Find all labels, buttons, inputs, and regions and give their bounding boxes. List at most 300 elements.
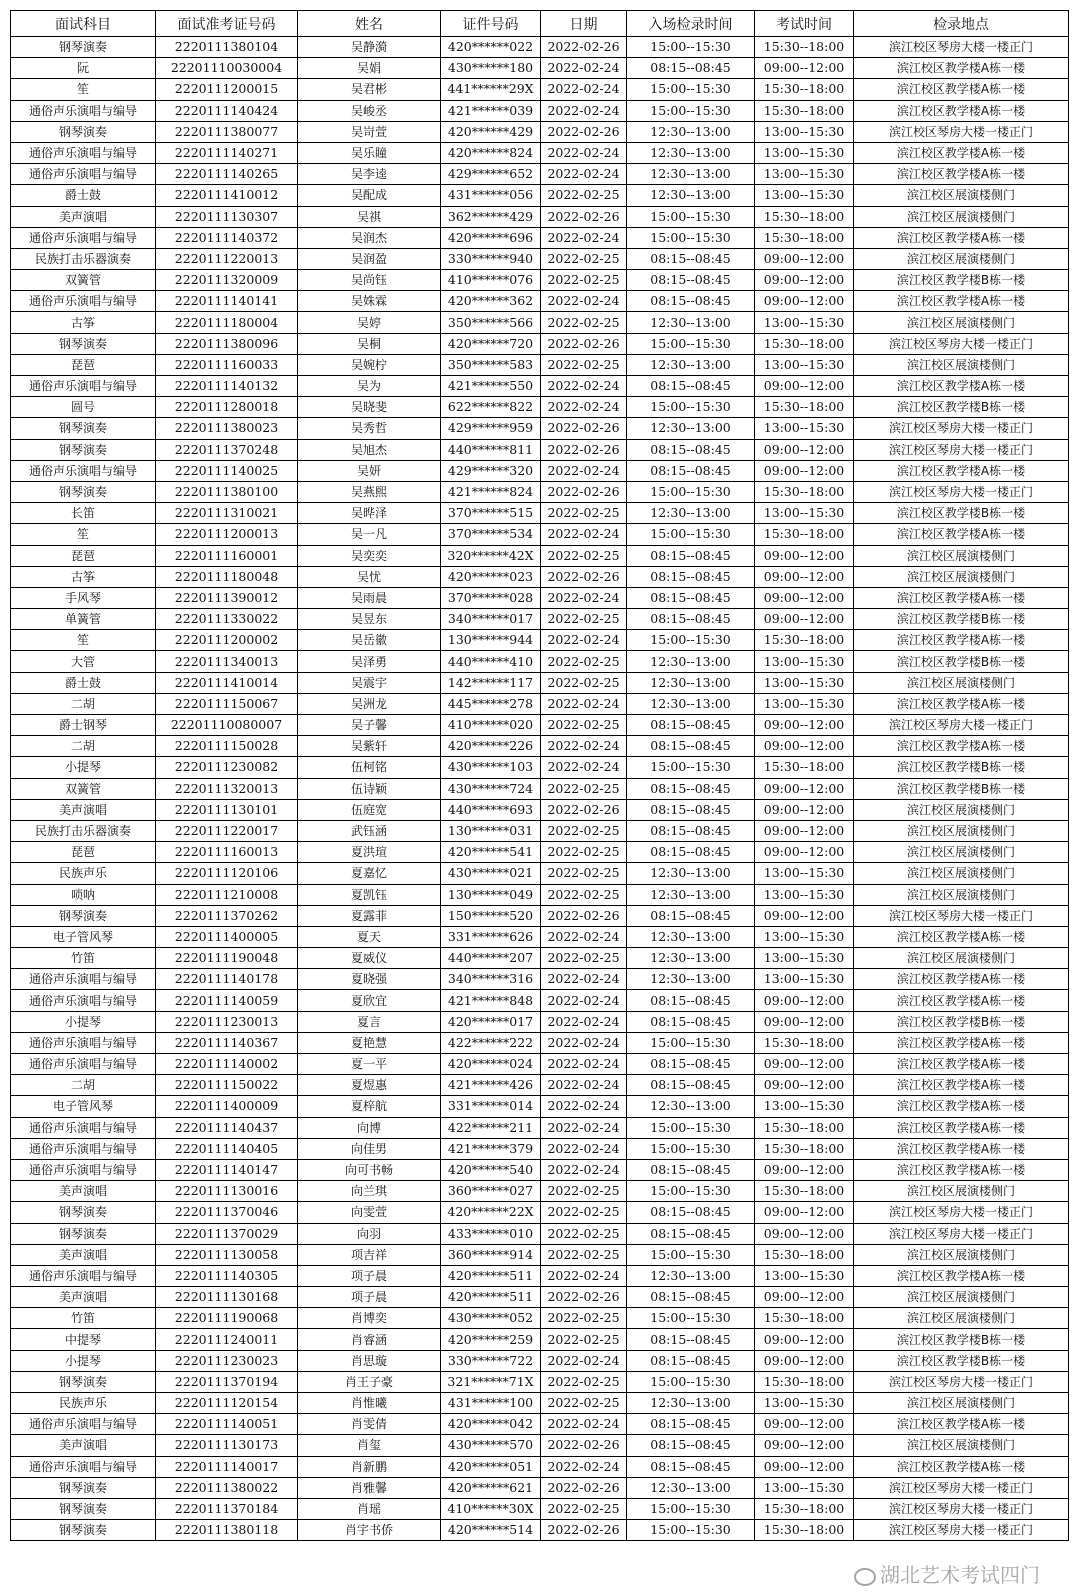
cell-subject: 民族打击乐器演奏 [11, 248, 156, 269]
cell-date: 2022-02-24 [541, 460, 627, 481]
cell-checkin-location: 滨江校区展演楼侧门 [854, 354, 1069, 375]
cell-ticket-number: 2220111120154 [156, 1393, 298, 1414]
cell-ticket-number: 2220111140437 [156, 1117, 298, 1138]
table-row [11, 1054, 1069, 1075]
table-row [11, 799, 1069, 820]
cell-exam-time: 13:00--15:30 [755, 926, 854, 947]
cell-date: 2022-02-24 [541, 142, 627, 163]
cell-name: 武钰涵 [298, 820, 441, 841]
exam-schedule-wrapper [10, 10, 1069, 1541]
cell-subject: 钢琴演奏 [11, 1202, 156, 1223]
cell-ticket-number: 2220111130173 [156, 1435, 298, 1456]
cell-date: 2022-02-24 [541, 524, 627, 545]
cell-exam-time: 13:00--15:30 [755, 863, 854, 884]
cell-subject: 民族声乐 [11, 863, 156, 884]
cell-subject: 钢琴演奏 [11, 905, 156, 926]
table-row [11, 1477, 1069, 1498]
cell-date: 2022-02-25 [541, 609, 627, 630]
cell-exam-time: 13:00--15:30 [755, 672, 854, 693]
table-row [11, 1181, 1069, 1202]
cell-exam-time: 15:30--18:00 [755, 630, 854, 651]
cell-subject: 钢琴演奏 [11, 1223, 156, 1244]
cell-ticket-number: 2220111140271 [156, 142, 298, 163]
table-row [11, 1265, 1069, 1286]
cell-checkin-time: 12:30--13:00 [627, 1096, 755, 1117]
cell-ticket-number: 2220111140178 [156, 969, 298, 990]
cell-date: 2022-02-26 [541, 566, 627, 587]
cell-id-number: 331******014 [441, 1096, 541, 1117]
cell-checkin-time: 08:15--08:45 [627, 799, 755, 820]
cell-ticket-number: 2220111380077 [156, 121, 298, 142]
cell-exam-time: 13:00--15:30 [755, 1096, 854, 1117]
table-row [11, 1202, 1069, 1223]
cell-exam-time: 15:30--18:00 [755, 481, 854, 502]
cell-date: 2022-02-24 [541, 376, 627, 397]
header-ticket-number: 面试准考证号码 [156, 11, 298, 37]
cell-checkin-time: 15:00--15:30 [627, 757, 755, 778]
cell-id-number: 420******226 [441, 736, 541, 757]
cell-checkin-location: 滨江校区教学楼B栋一楼 [854, 270, 1069, 291]
cell-exam-time: 15:30--18:00 [755, 1520, 854, 1541]
cell-id-number: 420******511 [441, 1265, 541, 1286]
cell-checkin-location: 滨江校区教学楼A栋一楼 [854, 1265, 1069, 1286]
cell-ticket-number: 2220111140051 [156, 1414, 298, 1435]
cell-subject: 古筝 [11, 566, 156, 587]
cell-checkin-time: 08:15--08:45 [627, 1414, 755, 1435]
cell-date: 2022-02-25 [541, 820, 627, 841]
cell-exam-time: 15:30--18:00 [755, 1117, 854, 1138]
cell-checkin-time: 08:15--08:45 [627, 566, 755, 587]
cell-name: 吴洲龙 [298, 693, 441, 714]
cell-id-number: 440******410 [441, 651, 541, 672]
cell-subject: 古筝 [11, 312, 156, 333]
cell-subject: 通俗声乐演唱与编导 [11, 164, 156, 185]
cell-subject: 钢琴演奏 [11, 1498, 156, 1519]
cell-subject: 笙 [11, 630, 156, 651]
cell-subject: 竹笛 [11, 1308, 156, 1329]
cell-checkin-time: 08:15--08:45 [627, 1287, 755, 1308]
cell-checkin-time: 12:30--13:00 [627, 884, 755, 905]
cell-checkin-time: 15:00--15:30 [627, 100, 755, 121]
cell-name: 吴尚钰 [298, 270, 441, 291]
cell-subject: 美声演唱 [11, 1287, 156, 1308]
cell-checkin-time: 08:15--08:45 [627, 376, 755, 397]
table-row [11, 100, 1069, 121]
cell-checkin-location: 滨江校区教学楼B栋一楼 [854, 651, 1069, 672]
cell-checkin-location: 滨江校区教学楼A栋一楼 [854, 693, 1069, 714]
cell-subject: 通俗声乐演唱与编导 [11, 1032, 156, 1053]
cell-name: 吴岢萱 [298, 121, 441, 142]
cell-subject: 小提琴 [11, 757, 156, 778]
cell-date: 2022-02-24 [541, 587, 627, 608]
table-row [11, 1456, 1069, 1477]
cell-date: 2022-02-25 [541, 863, 627, 884]
table-header [11, 11, 1069, 37]
cell-subject: 民族打击乐器演奏 [11, 820, 156, 841]
cell-checkin-location: 滨江校区展演楼侧门 [854, 672, 1069, 693]
cell-ticket-number: 2220111150067 [156, 693, 298, 714]
cell-date: 2022-02-25 [541, 651, 627, 672]
cell-checkin-location: 滨江校区教学楼A栋一楼 [854, 1054, 1069, 1075]
cell-subject: 阮 [11, 58, 156, 79]
cell-checkin-time: 08:15--08:45 [627, 587, 755, 608]
table-row [11, 503, 1069, 524]
table-row [11, 58, 1069, 79]
cell-date: 2022-02-24 [541, 757, 627, 778]
cell-id-number: 420******22X [441, 1202, 541, 1223]
cell-checkin-time: 12:30--13:00 [627, 185, 755, 206]
table-row [11, 757, 1069, 778]
cell-checkin-time: 15:00--15:30 [627, 1520, 755, 1541]
cell-date: 2022-02-25 [541, 1202, 627, 1223]
cell-name: 伍庭宽 [298, 799, 441, 820]
table-row [11, 460, 1069, 481]
cell-ticket-number: 2220111140141 [156, 291, 298, 312]
cell-date: 2022-02-24 [541, 1117, 627, 1138]
cell-ticket-number: 2220111200002 [156, 630, 298, 651]
cell-date: 2022-02-25 [541, 842, 627, 863]
cell-exam-time: 13:00--15:30 [755, 693, 854, 714]
cell-checkin-location: 滨江校区教学楼B栋一楼 [854, 503, 1069, 524]
cell-ticket-number: 2220111370046 [156, 1202, 298, 1223]
table-row [11, 990, 1069, 1011]
cell-exam-time: 09:00--12:00 [755, 1435, 854, 1456]
cell-name: 吴一凡 [298, 524, 441, 545]
cell-checkin-time: 15:00--15:30 [627, 481, 755, 502]
cell-subject: 二胡 [11, 736, 156, 757]
cell-exam-time: 09:00--12:00 [755, 1075, 854, 1096]
cell-name: 吴为 [298, 376, 441, 397]
cell-exam-time: 09:00--12:00 [755, 799, 854, 820]
table-row [11, 397, 1069, 418]
cell-date: 2022-02-24 [541, 397, 627, 418]
cell-date: 2022-02-25 [541, 1223, 627, 1244]
cell-date: 2022-02-26 [541, 1520, 627, 1541]
cell-name: 吴李逵 [298, 164, 441, 185]
cell-checkin-location: 滨江校区教学楼A栋一楼 [854, 376, 1069, 397]
table-row [11, 121, 1069, 142]
cell-exam-time: 15:30--18:00 [755, 79, 854, 100]
cell-checkin-location: 滨江校区教学楼A栋一楼 [854, 142, 1069, 163]
table-row [11, 1393, 1069, 1414]
cell-name: 吴妍 [298, 460, 441, 481]
cell-ticket-number: 22201110080007 [156, 715, 298, 736]
cell-exam-time: 13:00--15:30 [755, 354, 854, 375]
table-row [11, 481, 1069, 502]
cell-id-number: 360******027 [441, 1181, 541, 1202]
cell-date: 2022-02-24 [541, 100, 627, 121]
cell-ticket-number: 2220111130101 [156, 799, 298, 820]
wechat-icon [854, 1568, 876, 1586]
cell-checkin-location: 滨江校区展演楼侧门 [854, 820, 1069, 841]
header-row [11, 11, 1069, 37]
cell-name: 夏凯钰 [298, 884, 441, 905]
cell-name: 肖睿涵 [298, 1329, 441, 1350]
cell-exam-time: 15:30--18:00 [755, 1032, 854, 1053]
cell-checkin-time: 08:15--08:45 [627, 460, 755, 481]
cell-ticket-number: 2220111150028 [156, 736, 298, 757]
cell-id-number: 420******042 [441, 1414, 541, 1435]
cell-id-number: 370******534 [441, 524, 541, 545]
cell-checkin-time: 15:00--15:30 [627, 37, 755, 58]
cell-date: 2022-02-24 [541, 79, 627, 100]
cell-name: 夏洪瑄 [298, 842, 441, 863]
cell-subject: 大管 [11, 651, 156, 672]
table-row [11, 164, 1069, 185]
cell-ticket-number: 2220111180048 [156, 566, 298, 587]
table-row [11, 693, 1069, 714]
cell-date: 2022-02-25 [541, 1498, 627, 1519]
header-subject: 面试科目 [11, 11, 156, 37]
cell-date: 2022-02-24 [541, 1265, 627, 1286]
cell-subject: 钢琴演奏 [11, 37, 156, 58]
cell-subject: 电子管风琴 [11, 1096, 156, 1117]
cell-checkin-location: 滨江校区琴房大楼一楼正门 [854, 121, 1069, 142]
cell-name: 肖博奕 [298, 1308, 441, 1329]
cell-ticket-number: 2220111130307 [156, 206, 298, 227]
cell-exam-time: 09:00--12:00 [755, 439, 854, 460]
cell-date: 2022-02-24 [541, 1096, 627, 1117]
watermark-text: 湖北艺术考试四门 [880, 1563, 1040, 1587]
cell-checkin-time: 08:15--08:45 [627, 1350, 755, 1371]
cell-checkin-time: 12:30--13:00 [627, 1393, 755, 1414]
cell-ticket-number: 2220111120106 [156, 863, 298, 884]
cell-date: 2022-02-24 [541, 693, 627, 714]
cell-exam-time: 15:30--18:00 [755, 524, 854, 545]
cell-ticket-number: 2220111140132 [156, 376, 298, 397]
cell-name: 吴娟 [298, 58, 441, 79]
cell-checkin-location: 滨江校区展演楼侧门 [854, 312, 1069, 333]
cell-date: 2022-02-24 [541, 1032, 627, 1053]
cell-checkin-location: 滨江校区教学楼B栋一楼 [854, 609, 1069, 630]
cell-id-number: 360******914 [441, 1244, 541, 1265]
cell-name: 向兰琪 [298, 1181, 441, 1202]
cell-exam-time: 09:00--12:00 [755, 778, 854, 799]
cell-checkin-time: 08:15--08:45 [627, 1054, 755, 1075]
cell-subject: 通俗声乐演唱与编导 [11, 1456, 156, 1477]
cell-id-number: 370******028 [441, 587, 541, 608]
cell-date: 2022-02-24 [541, 1159, 627, 1180]
table-row [11, 1244, 1069, 1265]
cell-name: 吴君彬 [298, 79, 441, 100]
cell-subject: 爵士鼓 [11, 185, 156, 206]
cell-date: 2022-02-25 [541, 778, 627, 799]
cell-id-number: 350******583 [441, 354, 541, 375]
table-row [11, 248, 1069, 269]
cell-checkin-location: 滨江校区教学楼A栋一楼 [854, 1138, 1069, 1159]
cell-checkin-location: 滨江校区教学楼B栋一楼 [854, 1329, 1069, 1350]
cell-subject: 二胡 [11, 693, 156, 714]
cell-name: 向博 [298, 1117, 441, 1138]
cell-subject: 通俗声乐演唱与编导 [11, 990, 156, 1011]
cell-name: 吴晓斐 [298, 397, 441, 418]
cell-checkin-time: 08:15--08:45 [627, 1435, 755, 1456]
cell-name: 向可书畅 [298, 1159, 441, 1180]
cell-exam-time: 13:00--15:30 [755, 185, 854, 206]
cell-id-number: 350******566 [441, 312, 541, 333]
table-row [11, 206, 1069, 227]
cell-exam-time: 13:00--15:30 [755, 1265, 854, 1286]
cell-ticket-number: 2220111130168 [156, 1287, 298, 1308]
cell-ticket-number: 2220111370029 [156, 1223, 298, 1244]
cell-subject: 钢琴演奏 [11, 1520, 156, 1541]
cell-checkin-location: 滨江校区教学楼B栋一楼 [854, 1350, 1069, 1371]
cell-exam-time: 09:00--12:00 [755, 1011, 854, 1032]
cell-ticket-number: 2220111370262 [156, 905, 298, 926]
cell-exam-time: 09:00--12:00 [755, 1414, 854, 1435]
cell-subject: 钢琴演奏 [11, 333, 156, 354]
cell-subject: 钢琴演奏 [11, 418, 156, 439]
table-row [11, 1096, 1069, 1117]
table-row [11, 1032, 1069, 1053]
cell-checkin-time: 15:00--15:30 [627, 524, 755, 545]
cell-checkin-location: 滨江校区琴房大楼一楼正门 [854, 418, 1069, 439]
header-checkin-location: 检录地点 [854, 11, 1069, 37]
cell-exam-time: 09:00--12:00 [755, 1329, 854, 1350]
cell-id-number: 420******824 [441, 142, 541, 163]
cell-date: 2022-02-25 [541, 1329, 627, 1350]
table-row [11, 312, 1069, 333]
cell-checkin-location: 滨江校区展演楼侧门 [854, 948, 1069, 969]
cell-id-number: 420******259 [441, 1329, 541, 1350]
cell-id-number: 420******362 [441, 291, 541, 312]
cell-ticket-number: 2220111380023 [156, 418, 298, 439]
cell-name: 夏天 [298, 926, 441, 947]
cell-checkin-location: 滨江校区教学楼A栋一楼 [854, 164, 1069, 185]
cell-checkin-location: 滨江校区琴房大楼一楼正门 [854, 37, 1069, 58]
cell-checkin-time: 15:00--15:30 [627, 1498, 755, 1519]
table-row [11, 291, 1069, 312]
cell-ticket-number: 2220111180004 [156, 312, 298, 333]
cell-subject: 琵琶 [11, 842, 156, 863]
cell-ticket-number: 2220111380104 [156, 37, 298, 58]
cell-id-number: 340******017 [441, 609, 541, 630]
table-row [11, 79, 1069, 100]
cell-checkin-location: 滨江校区教学楼A栋一楼 [854, 58, 1069, 79]
cell-ticket-number: 2220111320009 [156, 270, 298, 291]
cell-id-number: 410******076 [441, 270, 541, 291]
cell-checkin-location: 滨江校区展演楼侧门 [854, 566, 1069, 587]
cell-name: 夏一平 [298, 1054, 441, 1075]
table-row [11, 1287, 1069, 1308]
cell-name: 吴祺 [298, 206, 441, 227]
cell-checkin-time: 08:15--08:45 [627, 248, 755, 269]
cell-id-number: 130******031 [441, 820, 541, 841]
cell-exam-time: 09:00--12:00 [755, 587, 854, 608]
cell-id-number: 421******039 [441, 100, 541, 121]
cell-name: 肖雅馨 [298, 1477, 441, 1498]
cell-ticket-number: 2220111130058 [156, 1244, 298, 1265]
cell-id-number: 330******722 [441, 1350, 541, 1371]
cell-id-number: 370******515 [441, 503, 541, 524]
cell-checkin-location: 滨江校区教学楼A栋一楼 [854, 100, 1069, 121]
cell-date: 2022-02-24 [541, 736, 627, 757]
cell-exam-time: 09:00--12:00 [755, 460, 854, 481]
cell-ticket-number: 2220111140025 [156, 460, 298, 481]
cell-name: 夏威仪 [298, 948, 441, 969]
cell-date: 2022-02-24 [541, 1456, 627, 1477]
cell-id-number: 433******010 [441, 1223, 541, 1244]
cell-ticket-number: 2220111230013 [156, 1011, 298, 1032]
cell-date: 2022-02-26 [541, 1287, 627, 1308]
cell-id-number: 362******429 [441, 206, 541, 227]
cell-subject: 电子管风琴 [11, 926, 156, 947]
cell-name: 伍柯铭 [298, 757, 441, 778]
cell-exam-time: 09:00--12:00 [755, 248, 854, 269]
cell-checkin-time: 12:30--13:00 [627, 948, 755, 969]
cell-ticket-number: 2220111140147 [156, 1159, 298, 1180]
table-row [11, 354, 1069, 375]
cell-name: 吴静漪 [298, 37, 441, 58]
table-row [11, 863, 1069, 884]
cell-name: 肖新鹏 [298, 1456, 441, 1477]
cell-exam-time: 15:30--18:00 [755, 333, 854, 354]
cell-date: 2022-02-24 [541, 227, 627, 248]
cell-name: 肖惟曦 [298, 1393, 441, 1414]
cell-checkin-location: 滨江校区展演楼侧门 [854, 1181, 1069, 1202]
cell-checkin-time: 08:15--08:45 [627, 1456, 755, 1477]
cell-date: 2022-02-26 [541, 37, 627, 58]
cell-ticket-number: 2220111400009 [156, 1096, 298, 1117]
cell-id-number: 420******022 [441, 37, 541, 58]
cell-exam-time: 15:30--18:00 [755, 37, 854, 58]
cell-checkin-time: 12:30--13:00 [627, 164, 755, 185]
cell-checkin-time: 15:00--15:30 [627, 79, 755, 100]
cell-name: 吴泽勇 [298, 651, 441, 672]
cell-name: 向雯萱 [298, 1202, 441, 1223]
cell-checkin-time: 08:15--08:45 [627, 905, 755, 926]
cell-ticket-number: 22201110030004 [156, 58, 298, 79]
cell-date: 2022-02-24 [541, 969, 627, 990]
cell-exam-time: 15:30--18:00 [755, 1181, 854, 1202]
cell-name: 吴润盈 [298, 248, 441, 269]
cell-checkin-location: 滨江校区教学楼A栋一楼 [854, 1032, 1069, 1053]
cell-exam-time: 13:00--15:30 [755, 1393, 854, 1414]
cell-subject: 通俗声乐演唱与编导 [11, 1265, 156, 1286]
cell-checkin-location: 滨江校区教学楼A栋一楼 [854, 587, 1069, 608]
cell-date: 2022-02-26 [541, 121, 627, 142]
cell-checkin-location: 滨江校区教学楼A栋一楼 [854, 1117, 1069, 1138]
cell-checkin-time: 08:15--08:45 [627, 715, 755, 736]
cell-checkin-location: 滨江校区展演楼侧门 [854, 1287, 1069, 1308]
cell-name: 夏晓强 [298, 969, 441, 990]
header-name: 姓名 [298, 11, 441, 37]
cell-name: 吴姝霖 [298, 291, 441, 312]
cell-name: 吴燕熙 [298, 481, 441, 502]
cell-subject: 通俗声乐演唱与编导 [11, 227, 156, 248]
cell-checkin-time: 15:00--15:30 [627, 1308, 755, 1329]
cell-exam-time: 09:00--12:00 [755, 1223, 854, 1244]
cell-date: 2022-02-25 [541, 545, 627, 566]
cell-exam-time: 09:00--12:00 [755, 291, 854, 312]
cell-checkin-location: 滨江校区琴房大楼一楼正门 [854, 481, 1069, 502]
cell-id-number: 420******696 [441, 227, 541, 248]
cell-checkin-location: 滨江校区教学楼A栋一楼 [854, 736, 1069, 757]
cell-exam-time: 09:00--12:00 [755, 545, 854, 566]
cell-ticket-number: 2220111280018 [156, 397, 298, 418]
table-row [11, 948, 1069, 969]
cell-date: 2022-02-24 [541, 1075, 627, 1096]
cell-exam-time: 09:00--12:00 [755, 736, 854, 757]
cell-ticket-number: 2220111140265 [156, 164, 298, 185]
cell-checkin-time: 15:00--15:30 [627, 1181, 755, 1202]
cell-checkin-time: 12:30--13:00 [627, 969, 755, 990]
cell-ticket-number: 2220111380022 [156, 1477, 298, 1498]
cell-exam-time: 15:30--18:00 [755, 206, 854, 227]
cell-subject: 圆号 [11, 397, 156, 418]
cell-ticket-number: 2220111220013 [156, 248, 298, 269]
cell-exam-time: 15:30--18:00 [755, 757, 854, 778]
